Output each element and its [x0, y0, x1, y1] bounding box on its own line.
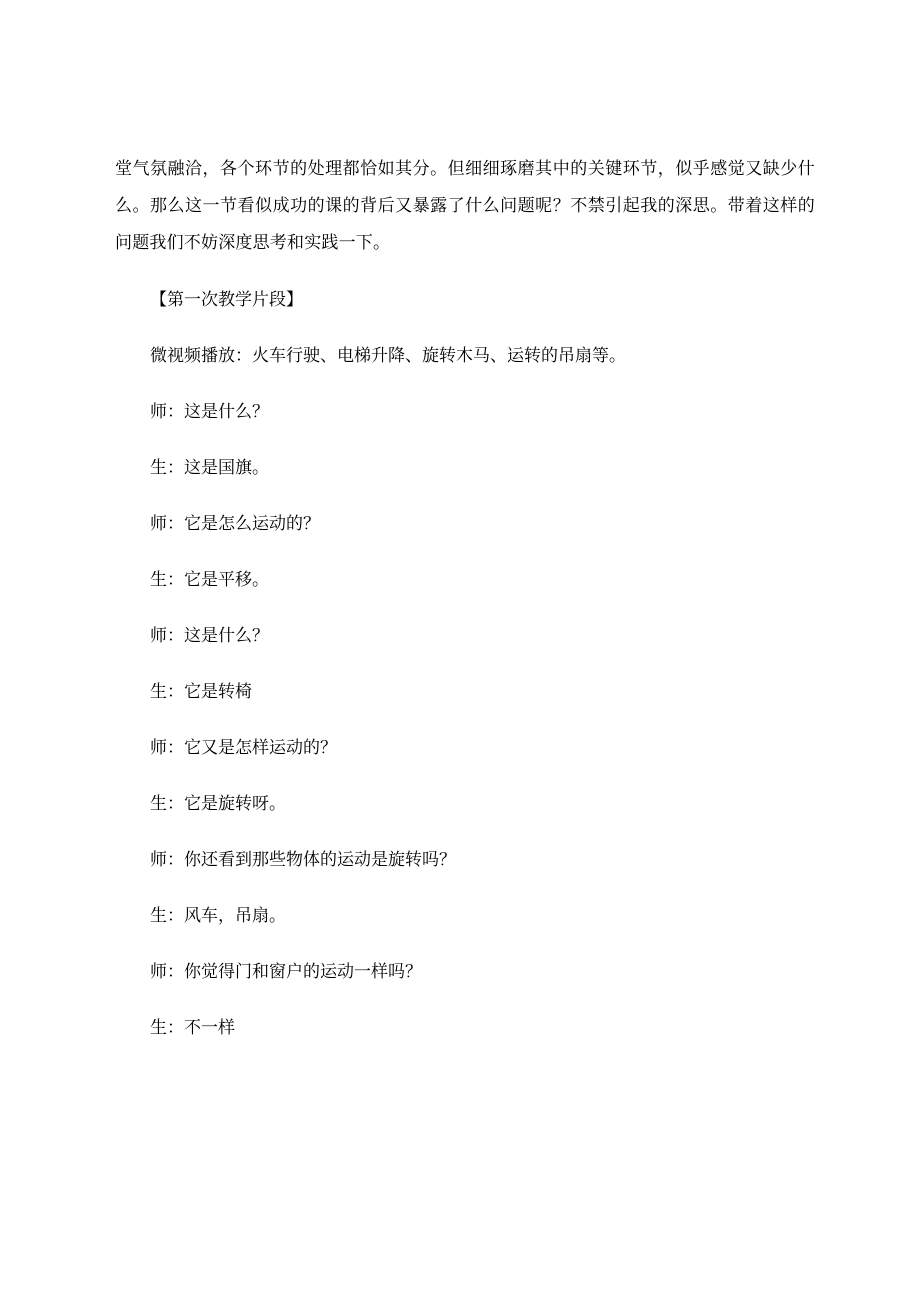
dialogue-line-student: 生：它是平移。	[150, 570, 269, 590]
dialogue-line-teacher: 师：它是怎么运动的？	[150, 514, 320, 534]
dialogue-line-teacher: 师：你觉得门和窗户的运动一样吗？	[150, 962, 422, 982]
dialogue-line-teacher: 师：它又是怎样运动的？	[150, 738, 337, 758]
dialogue-line-video: 微视频播放：火车行驶、电梯升降、旋转木马、运转的吊扇等。	[150, 346, 626, 366]
dialogue-line-student: 生：不一样	[150, 1018, 235, 1038]
section-heading: 【第一次教学片段】	[150, 290, 303, 310]
dialogue-line-student: 生：这是国旗。	[150, 458, 269, 478]
dialogue-line-student: 生：它是旋转呀。	[150, 794, 286, 814]
dialogue-line-student: 生：风车，吊扇。	[150, 906, 286, 926]
dialogue-line-student: 生：它是转椅	[150, 682, 252, 702]
dialogue-line-teacher: 师：你还看到那些物体的运动是旋转吗？	[150, 850, 456, 870]
dialogue-line-teacher: 师：这是什么？	[150, 626, 269, 646]
dialogue-line-teacher: 师：这是什么？	[150, 402, 269, 422]
intro-paragraph: 堂气氛融洽，各个环节的处理都恰如其分。但细细琢磨其中的关键环节，似乎感觉又缺少什么。那么这一节看似成功的课的背后又暴露了什么问题呢？不禁引起我的深思。带着这样的问题我们不妨深度思考和实践一下。	[115, 159, 815, 253]
